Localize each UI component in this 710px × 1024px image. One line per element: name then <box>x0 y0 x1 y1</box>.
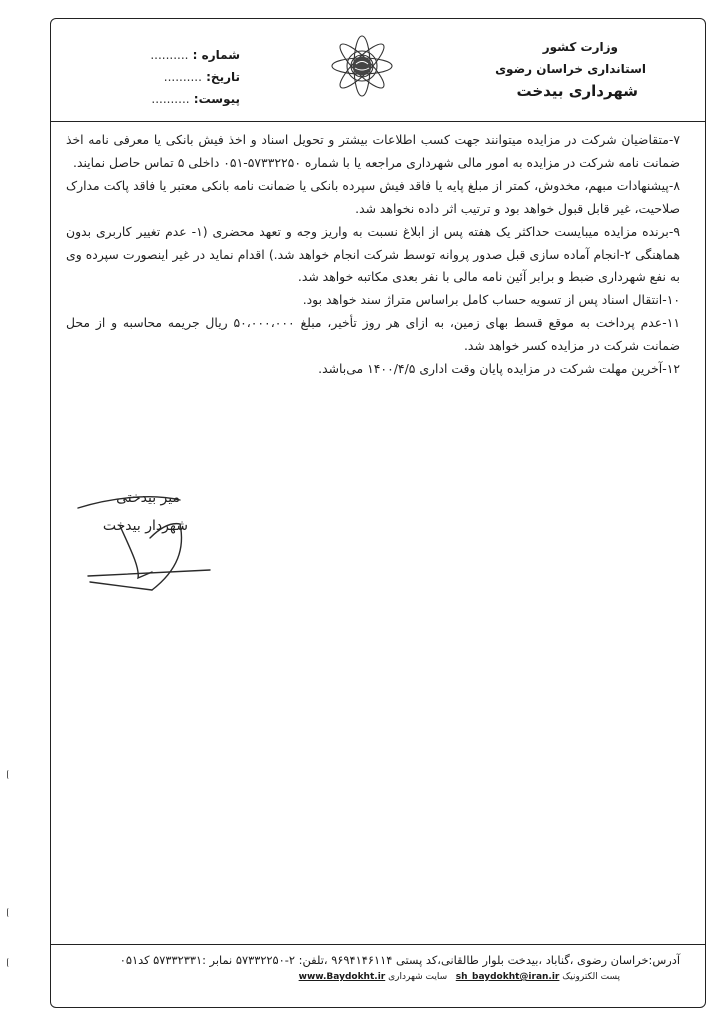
handwritten-signature-icon <box>60 478 230 598</box>
email-link[interactable]: sh_baydokht@iran.ir <box>455 972 560 982</box>
website-link[interactable]: www.Baydokht.ir <box>298 972 386 982</box>
letter-meta <box>120 44 240 110</box>
number-row <box>120 44 240 66</box>
number-label: شماره : <box>192 48 240 62</box>
attachment-value: .......... <box>151 92 190 106</box>
date-label: تاریخ: <box>206 70 240 84</box>
clause-10: ۱۰-انتقال اسناد پس از تسویه حساب کامل براساس متراژ سند خواهد بود. <box>302 292 680 308</box>
ministry-name: وزارت کشور <box>542 40 618 54</box>
governorate-name: استانداری خراسان رضوی <box>495 62 646 76</box>
clause-9: ۹-برنده مزایده میبایست حداکثر یک هفته پس از ابلاغ نسبت به واریز وجه و تعهد محضری (۱- عدم تغییر کاربری بدون هماهنگی ۲-انجام آماده سازی قبل صدور پروانه توسط شرکت انجام خواهد شد.) اقدام نماید در غیر اینصورت سپرده وی به نفع شهرداری ضبط و برابر آئین نامه مالی با نفر بعدی مکاتبه خواهد شد. <box>66 223 680 285</box>
clause-8: ۸-پیشنهادات مبهم، مخدوش، کمتر از مبلغ پایه یا فاقد فیش سپرده بانکی یا ضمانت نامه بانکی معتبر یا فاقد پاکت مدارک صلاحیت، غیر قابل قبول خواهد بود و ترتیب اثر داده نخواهد شد. <box>66 177 680 216</box>
footer-divider <box>50 944 706 945</box>
letter-body <box>66 129 680 381</box>
signatory-title: شهردار بیدخت <box>102 518 188 534</box>
email-label: پست الکترونیک <box>562 972 620 982</box>
scan-mark-icon <box>7 770 11 779</box>
footer-address: آدرس:خراسان رضوی ،گناباد ،بیدخت بلوار طالقانی،کد پستی ۹۶۹۴۱۴۶۱۱۴ ،تلفن: ۲-۵۷۳۳۲۲۵۰ نمابر :۵۷۳۳۲۳۳۱ کد۰۵۱ <box>119 953 680 967</box>
attachment-label: پیوست: <box>193 92 240 106</box>
scan-mark-icon <box>7 908 11 917</box>
number-value: .......... <box>150 48 189 62</box>
scan-mark-icon <box>7 958 11 967</box>
date-row <box>120 66 240 88</box>
clause-7: ۷-متقاضیان شرکت در مزایده میتوانند جهت کسب اطلاعات بیشتر و تحویل اسناد و اخذ فیش بانکی یا معرفی نامه اخذ ضمانت نامه شرکت در مزایده به امور مالی شهرداری مراجعه یا با شماره ۵۷۳۳۲۲۵۰-۰۵۱ داخلی ۵ تماس حاصل نمایند. <box>66 132 680 170</box>
clause-11: ۱۱-عدم پرداخت به موقع قسط بهای زمین، به ازای هر روز تأخیر، مبلغ ۵۰،۰۰۰،۰۰۰ ریال جریمه محاسبه و از محل ضمانت شرکت در مزایده کسر خواهد شد. <box>66 315 680 354</box>
footer-contact <box>40 952 680 986</box>
date-value: .......... <box>163 70 202 84</box>
attachment-row <box>120 88 240 110</box>
website-label: سایت شهرداری <box>388 972 448 982</box>
emblem-logo-icon <box>326 30 398 102</box>
header-divider <box>50 121 706 122</box>
signature-block <box>60 478 230 598</box>
footer-web-line <box>40 969 620 986</box>
clause-12: ۱۲-آخرین مهلت شرکت در مزایده پایان وقت اداری ۱۴۰۰/۴/۵ می‌باشد. <box>318 361 680 377</box>
municipality-name: شهرداری بیدخت <box>516 82 638 100</box>
organization-header <box>495 36 646 102</box>
signatory-name: میر بیدختی <box>116 490 180 506</box>
